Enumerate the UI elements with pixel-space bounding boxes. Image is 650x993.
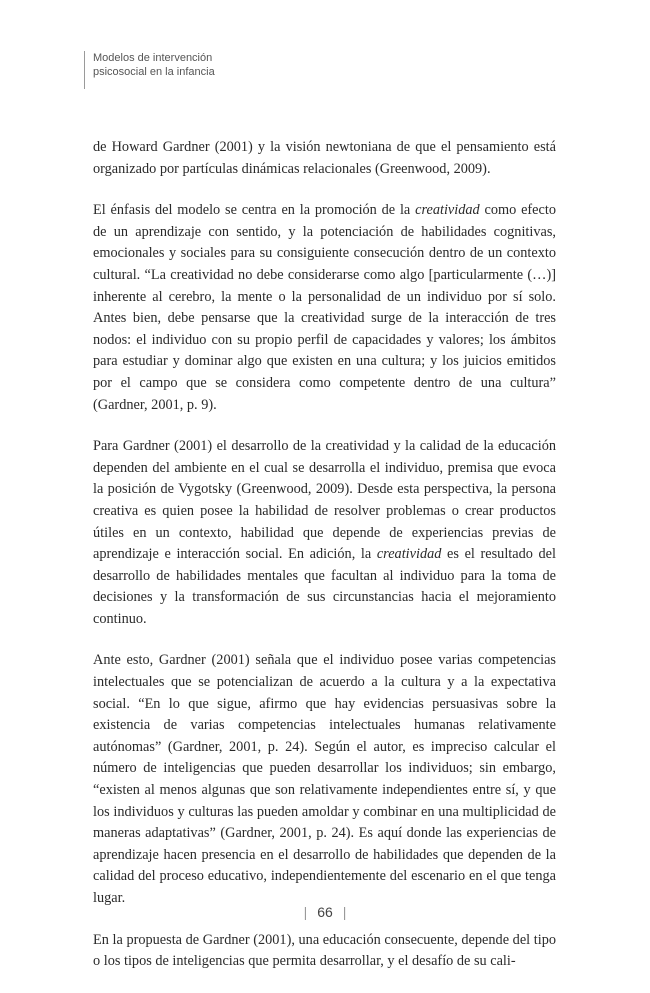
italic-term: creatividad <box>415 202 480 219</box>
paragraph-text: En la propuesta de Gardner (2001), una educación consecuente, depende del tipo o los tipos de inteligencias que permita desarrollar, y el desafío de su cali- <box>93 931 556 970</box>
page-footer <box>0 904 650 920</box>
paragraph-text: de Howard Gardner (2001) y la visión newtoniana de que el pensamiento está organizado por partículas dinámicas relacionales (Greenwood, 2009). <box>93 139 556 177</box>
running-header <box>84 51 215 89</box>
paragraph <box>93 650 556 909</box>
paragraph <box>93 930 556 973</box>
paragraph-text: El énfasis del modelo se centra en la promoción de la <box>93 202 416 219</box>
paragraph <box>93 200 556 416</box>
paragraph-text: Ante esto, Gardner (2001) señala que el individuo posee varias competencias intelectuales que se potencializan de acuerdo a la cultura y a la expectativa social. “En lo que sigue, afirmo que hay evidencias persuasivas sobre la existencia de varias competencias intelectuales humanas relativamente autónomas” (Gardner, 2001, p. 24). Según el autor, es impreciso calcular el número de inteligencias que pueden desarrollar los individuos; sin embargo, “existen al menos algunas que son relativamente independientes entre sí, y que los individuos y culturas las pueden amoldar y combinar en una multiplicidad de maneras adaptativas” (Gardner, 2001, p. 24). Es aquí donde las experiencias de aprendizaje hacen presencia en el desarrollo de habilidades que dependen de la calidad del proceso educativo, independientemente del escenario en el que tenga lugar. <box>93 652 556 906</box>
italic-term: creatividad <box>376 546 442 563</box>
page-number-right-divider: | <box>342 904 347 920</box>
body-text <box>93 137 556 993</box>
running-header-line-2: psicosocial en la infancia <box>93 66 215 78</box>
paragraph-text: es el resultado del desarrollo de habilidades mentales que facultan al individuo para la toma de decisiones y la transformación de sus circunstancias hacia el mejoramiento continuo. <box>93 546 556 627</box>
page-number-left-divider: | <box>303 904 308 920</box>
running-header-line-1: Modelos de intervención <box>93 52 213 64</box>
page-number: 66 <box>317 904 333 920</box>
paragraph <box>93 436 556 630</box>
paragraph-text: Para Gardner (2001) el desarrollo de la creatividad y la calidad de la educación dependen del ambiente en el cual se desarrolla el individuo, premisa que evoca la posición de Vygotsky (Greenwood, 2009). Desde esta perspectiva, la persona creativa es quien posee la habilidad de resolver problemas o crear productos útiles en un contexto, habilidad que depende de experiencias previas de aprendizaje e interacción social. En adición, la <box>93 438 556 563</box>
paragraph-text: como efecto de un aprendizaje con sentido, y la potenciación de habilidades cognitivas, emocionales y sociales para su consiguiente consecución dentro de un contexto cultural. “La creatividad no debe considerarse como algo [particularmente (…)] inherente al cerebro, la mente o la personalidad de un individuo por sí solo. Antes bien, debe pensarse que la creatividad surge de la interacción de tres nodos: el individuo con su propio perfil de capacidades y valores; los ámbitos para estudiar y dominar algo que existen en una cultura; y los juicios emitidos por el campo que se considera como competente dentro de una cultura” (Gardner, 2001, p. 9). <box>93 202 556 413</box>
paragraph <box>93 137 556 180</box>
